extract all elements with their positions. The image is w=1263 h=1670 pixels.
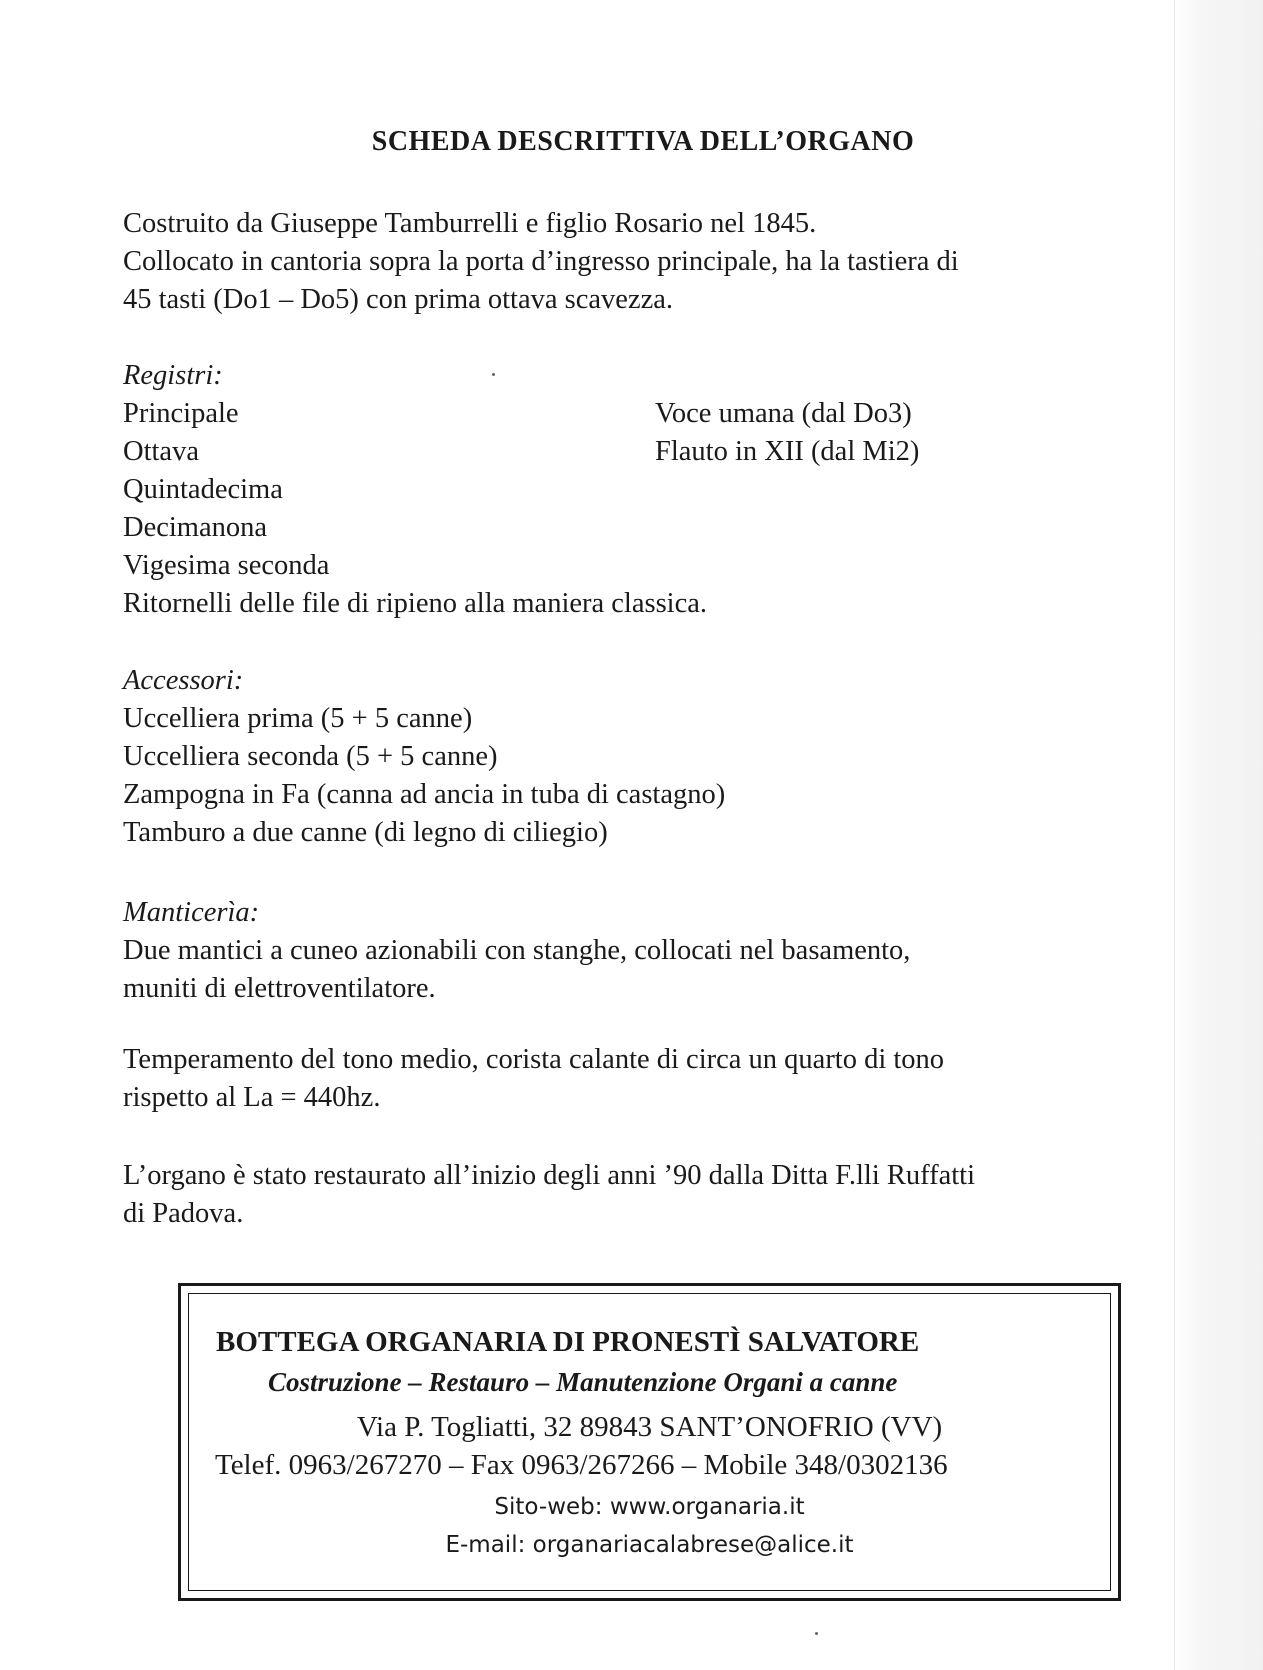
scan-speck <box>815 1632 818 1635</box>
intro-line: Costruito da Giuseppe Tamburrelli e figlio Rosario nel 1845. <box>123 208 817 239</box>
manticeria-line: Due mantici a cuneo azionabili con stanghe, collocati nel basamento, <box>123 935 911 966</box>
contact-box-inner-border <box>188 1293 1111 1591</box>
accessorio-item: Uccelliera prima (5 + 5 canne) <box>123 703 473 734</box>
restauro-line: di Padova. <box>123 1198 244 1229</box>
restauro-paragraph <box>123 1157 975 1233</box>
temperamento-line: Temperamento del tono medio, corista calante di circa un quarto di tono <box>123 1044 945 1075</box>
registri-right-column <box>655 395 919 471</box>
manticeria-line: muniti di elettroventilatore. <box>123 973 436 1004</box>
registro-item: Decimanona <box>123 512 268 543</box>
intro-line: Collocato in cantoria sopra la porta d’ingresso principale, ha la tastiera di <box>123 246 959 277</box>
company-name: BOTTEGA ORGANARIA DI PRONESTÌ SALVATORE <box>216 1326 920 1358</box>
page-edge-shadow <box>1174 0 1263 1670</box>
restauro-line: L’organo è stato restaurato all’inizio degli anni ’90 dalla Ditta F.lli Ruffatti <box>123 1160 975 1191</box>
scan-speck <box>492 373 495 376</box>
accessori-section <box>123 662 725 852</box>
registro-item: Quintadecima <box>123 474 283 505</box>
temperamento-paragraph <box>123 1041 944 1117</box>
manticeria-heading: Manticerìa: <box>123 897 260 928</box>
registri-note: Ritornelli delle file di ripieno alla maniera classica. <box>123 588 708 619</box>
registro-item: Voce umana (dal Do3) <box>655 398 912 429</box>
accessorio-item: Zampogna in Fa (canna ad ancia in tuba di castagno) <box>123 779 726 810</box>
intro-line: 45 tasti (Do1 – Do5) con prima ottava scavezza. <box>123 284 674 315</box>
company-tagline: Costruzione – Restauro – Manutenzione Organi a canne <box>268 1367 898 1397</box>
registro-item: Principale <box>123 398 239 429</box>
company-address: Via P. Togliatti, 32 89843 SANT’ONOFRIO (VV) <box>356 1411 943 1443</box>
company-website: Sito-web: www.organaria.it <box>494 1494 805 1520</box>
registri-heading: Registri: <box>123 360 223 391</box>
manticeria-section <box>123 894 910 1008</box>
accessorio-item: Uccelliera seconda (5 + 5 canne) <box>123 741 498 772</box>
registro-item: Ottava <box>123 436 199 467</box>
registro-item: Flauto in XII (dal Mi2) <box>655 436 920 467</box>
page-title: SCHEDA DESCRITTIVA DELL’ORGANO <box>371 126 915 157</box>
company-email: E-mail: organariacalabrese@alice.it <box>445 1532 854 1558</box>
intro-paragraph <box>123 205 959 319</box>
contact-box <box>178 1283 1121 1601</box>
registri-section <box>123 357 707 623</box>
registro-item: Vigesima seconda <box>123 550 330 581</box>
accessorio-item: Tamburo a due canne (di legno di ciliegio) <box>123 817 608 848</box>
accessori-heading: Accessori: <box>123 665 244 696</box>
temperamento-line: rispetto al La = 440hz. <box>123 1082 381 1113</box>
company-phones: Telef. 0963/267270 – Fax 0963/267266 – Mobile 348/0302136 <box>215 1449 948 1481</box>
